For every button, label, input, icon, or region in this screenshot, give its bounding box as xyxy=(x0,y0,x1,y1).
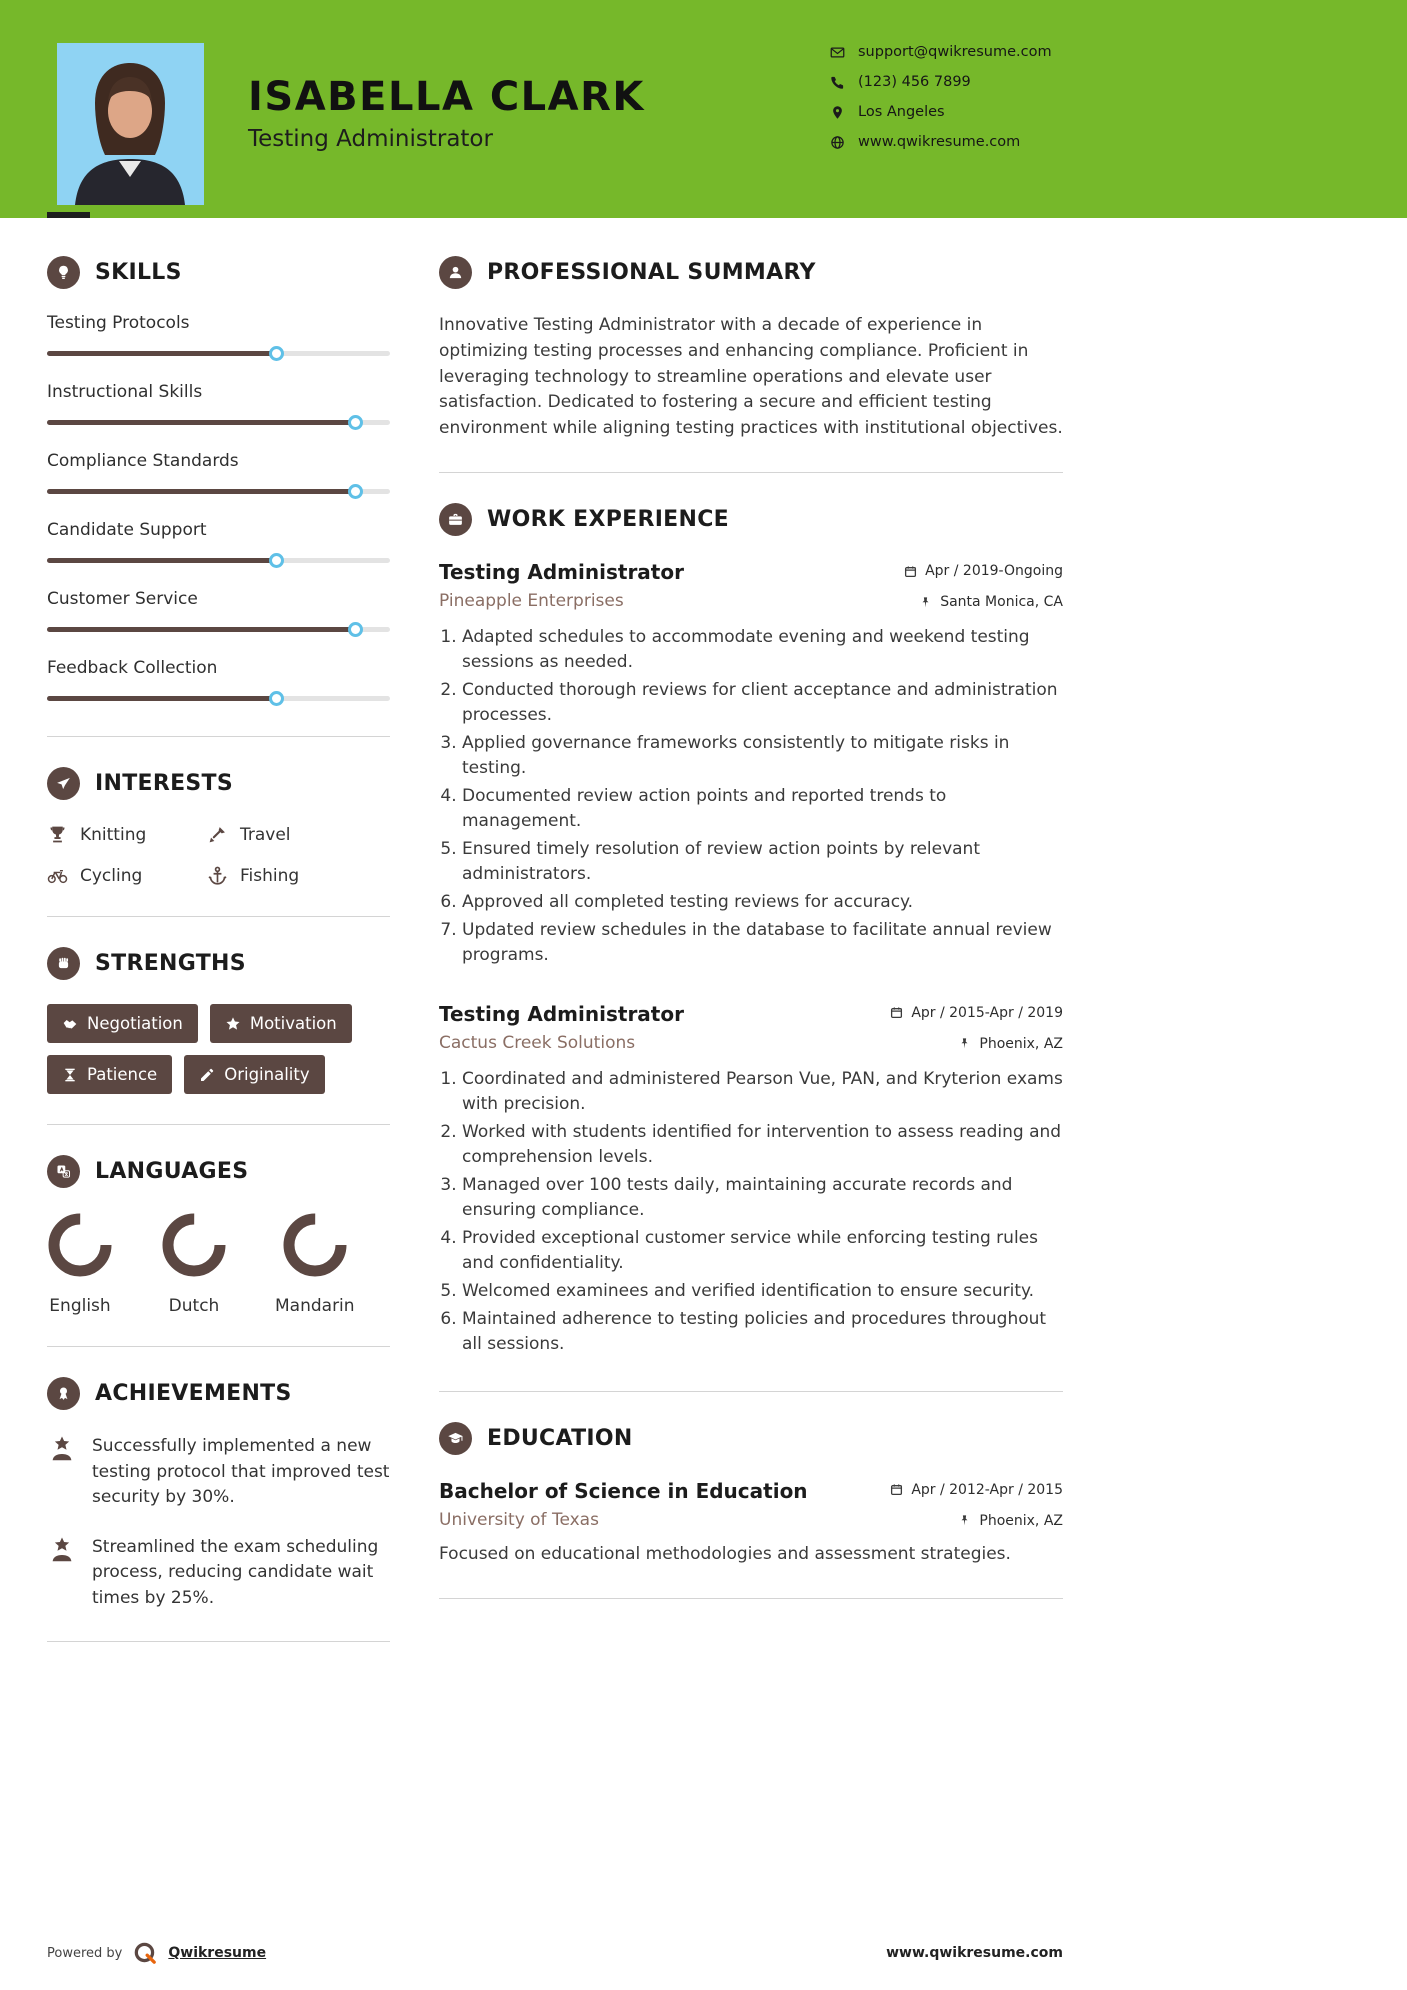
divider xyxy=(47,1124,390,1125)
person-icon xyxy=(439,256,472,289)
achievements-title: ACHIEVEMENTS xyxy=(95,1381,292,1406)
divider xyxy=(47,736,390,737)
slider-knob xyxy=(348,622,363,637)
skill-label: Feedback Collection xyxy=(47,658,218,678)
job-point: 6. Maintained adherence to testing policies and procedures throughout all sessions. xyxy=(462,1307,1063,1357)
slider-knob xyxy=(269,346,284,361)
strengths-title: STRENGTHS xyxy=(95,951,246,976)
education-title: EDUCATION xyxy=(487,1425,633,1451)
job-points xyxy=(439,1067,1063,1357)
trophy-icon xyxy=(47,824,68,845)
skill-label: Instructional Skills xyxy=(47,382,203,402)
divider xyxy=(47,916,390,917)
medal-icon xyxy=(47,1377,80,1410)
calendar-icon xyxy=(890,1006,903,1019)
skill-slider xyxy=(47,484,390,499)
interest-label: Cycling xyxy=(80,865,143,886)
job-entry xyxy=(439,560,1063,968)
left-column xyxy=(47,256,390,1672)
language-ring xyxy=(161,1212,227,1278)
strength-badge xyxy=(47,1004,198,1043)
languages-title: LANGUAGES xyxy=(95,1159,249,1184)
skill-item xyxy=(47,589,390,637)
job-point: 5. Welcomed examinees and verified identification to ensure security. xyxy=(462,1279,1063,1304)
handshake-icon xyxy=(62,1016,78,1032)
job-point: 2. Worked with students identified for intervention to assess reading and comprehension levels. xyxy=(462,1120,1063,1170)
strength-label: Originality xyxy=(224,1065,310,1084)
lightbulb-icon xyxy=(47,256,80,289)
job-title: Testing Administrator xyxy=(439,1001,684,1026)
school-name: University of Texas xyxy=(439,1509,599,1530)
job-point: 2. Conducted thorough reviews for client acceptance and administration processes. xyxy=(462,678,1063,728)
degree-title: Bachelor of Science in Education xyxy=(439,1478,808,1503)
contact-email[interactable] xyxy=(830,44,1052,60)
pencil-icon xyxy=(199,1067,215,1083)
skill-item xyxy=(47,520,390,568)
interest-item xyxy=(207,865,390,886)
divider xyxy=(47,1346,390,1347)
strengths-list xyxy=(47,1004,367,1094)
interests-title: INTERESTS xyxy=(95,771,233,796)
contact-location-text: Los Angeles xyxy=(858,104,945,120)
languages-heading xyxy=(47,1155,390,1188)
language-item xyxy=(161,1212,227,1316)
contact-phone-text: (123) 456 7899 xyxy=(858,74,971,90)
contact-list xyxy=(830,44,1052,150)
strength-badge xyxy=(210,1004,352,1043)
location-pin-icon xyxy=(830,105,845,120)
job-date: Apr / 2019-Ongoing xyxy=(904,563,1063,579)
experience-title: WORK EXPERIENCE xyxy=(487,507,729,533)
language-label: English xyxy=(49,1296,111,1316)
language-label: Mandarin xyxy=(275,1296,355,1316)
experience-heading xyxy=(439,503,1063,536)
profile-photo-illustration xyxy=(57,43,204,205)
header-accent-bar xyxy=(47,212,90,218)
divider xyxy=(439,1598,1063,1599)
job-date: Apr / 2015-Apr / 2019 xyxy=(890,1005,1063,1021)
calendar-icon xyxy=(890,1483,903,1496)
achievement-text: Successfully implemented a new testing protocol that improved test security by 30%. xyxy=(92,1436,390,1507)
qwikresume-logo xyxy=(132,1940,158,1966)
footer-brand xyxy=(47,1940,266,1966)
languages-list xyxy=(47,1212,390,1316)
interest-label: Knitting xyxy=(80,824,147,845)
skill-item xyxy=(47,658,390,706)
anchor-icon xyxy=(207,865,228,886)
interest-item xyxy=(207,824,390,845)
interest-item xyxy=(47,824,207,845)
powered-by-label: Powered by xyxy=(47,1945,123,1961)
education-note: Focused on educational methodologies and assessment strategies. xyxy=(439,1543,1011,1564)
star-icon xyxy=(225,1016,241,1032)
strength-badge xyxy=(184,1055,324,1094)
name-block xyxy=(248,76,645,152)
contact-location xyxy=(830,104,1052,120)
phone-icon xyxy=(830,75,845,90)
achievement-item xyxy=(47,1434,390,1511)
company-name: Pineapple Enterprises xyxy=(439,591,624,612)
profile-photo xyxy=(57,43,204,205)
job-point: 5. Ensured timely resolution of review action points by relevant administrators. xyxy=(462,837,1063,887)
education-date: Apr / 2012-Apr / 2015 xyxy=(890,1482,1063,1498)
strength-label: Negotiation xyxy=(87,1014,183,1033)
contact-email-text: support@qwikresume.com xyxy=(858,44,1052,60)
calendar-icon xyxy=(904,565,917,578)
summary-heading xyxy=(439,256,1063,289)
education-entry xyxy=(439,1479,1063,1564)
job-point: 4. Provided exceptional customer service while enforcing testing rules and confidentiality. xyxy=(462,1226,1063,1276)
job-point: 3. Applied governance frameworks consistently to mitigate risks in testing. xyxy=(462,731,1063,781)
achievement-icon xyxy=(47,1434,77,1464)
pushpin-icon xyxy=(919,596,932,609)
footer-site-link[interactable]: www.qwikresume.com xyxy=(886,1945,1063,1961)
job-point: 1. Coordinated and administered Pearson Vue, PAN, and Kryterion exams with precision. xyxy=(462,1067,1063,1117)
strength-label: Motivation xyxy=(249,1014,337,1033)
slider-knob xyxy=(269,691,284,706)
language-ring xyxy=(282,1212,348,1278)
skill-slider xyxy=(47,553,390,568)
footer xyxy=(47,1940,1063,1966)
job-point: 3. Managed over 100 tests daily, maintaining accurate records and ensuring compliance. xyxy=(462,1173,1063,1223)
skill-label: Candidate Support xyxy=(47,520,207,540)
divider xyxy=(439,1391,1063,1392)
interest-label: Fishing xyxy=(240,865,300,886)
bicycle-icon xyxy=(47,865,68,886)
achievement-item xyxy=(47,1535,390,1612)
language-ring xyxy=(47,1212,113,1278)
company-name: Cactus Creek Solutions xyxy=(439,1032,636,1053)
skill-label: Customer Service xyxy=(47,589,198,609)
languages-icon xyxy=(47,1155,80,1188)
skill-item xyxy=(47,382,390,430)
globe-icon xyxy=(830,135,845,150)
job-location: Phoenix, AZ xyxy=(958,1036,1063,1052)
education-location: Phoenix, AZ xyxy=(958,1513,1063,1529)
achievement-text: Streamlined the exam scheduling process, reducing candidate wait times by 25%. xyxy=(92,1536,379,1608)
pushpin-icon xyxy=(958,1037,971,1050)
skill-item xyxy=(47,313,390,361)
job-entry xyxy=(439,1002,1063,1357)
skill-item xyxy=(47,451,390,499)
language-item xyxy=(47,1212,113,1316)
graduation-cap-icon xyxy=(439,1422,472,1455)
language-item xyxy=(275,1212,355,1316)
candidate-title: Testing Administrator xyxy=(248,126,493,152)
job-title: Testing Administrator xyxy=(439,560,684,585)
slider-knob xyxy=(348,484,363,499)
achievements-heading xyxy=(47,1377,390,1410)
contact-phone[interactable] xyxy=(830,74,1052,90)
hourglass-icon xyxy=(62,1067,78,1083)
divider xyxy=(439,472,1063,473)
skill-slider xyxy=(47,622,390,637)
job-point: 6. Approved all completed testing reviews for accuracy. xyxy=(462,890,1063,915)
strength-badge xyxy=(47,1055,172,1094)
interests-heading xyxy=(47,767,390,800)
skill-slider xyxy=(47,346,390,361)
interest-item xyxy=(47,865,207,886)
candidate-name: ISABELLA CLARK xyxy=(248,74,645,120)
strengths-heading xyxy=(47,947,390,980)
skill-label: Compliance Standards xyxy=(47,451,239,471)
qwikresume-link[interactable]: Qwikresume xyxy=(168,1945,267,1961)
summary-title: PROFESSIONAL SUMMARY xyxy=(487,260,816,285)
paper-plane-icon xyxy=(47,767,80,800)
interest-label: Travel xyxy=(240,824,291,845)
job-point: 7. Updated review schedules in the database to facilitate annual review programs. xyxy=(462,918,1063,968)
job-point: 1. Adapted schedules to accommodate evening and weekend testing sessions as needed. xyxy=(462,625,1063,675)
skills-title: SKILLS xyxy=(95,260,182,285)
language-label: Dutch xyxy=(168,1296,220,1316)
contact-website-text: www.qwikresume.com xyxy=(858,134,1021,150)
skill-slider xyxy=(47,691,390,706)
email-icon xyxy=(830,45,845,60)
job-points xyxy=(439,625,1063,968)
job-location: Santa Monica, CA xyxy=(919,594,1063,610)
divider xyxy=(47,1641,390,1642)
right-column xyxy=(439,256,1063,1672)
skills-list xyxy=(47,313,390,706)
achievements-list xyxy=(47,1434,390,1611)
education-heading xyxy=(439,1422,1063,1455)
interests-list xyxy=(47,824,390,886)
summary-text: Innovative Testing Administrator with a decade of experience in optimizing testing processes and enhancing compliance. Proficient in leveraging technology to streamline operations and elevate user satisfaction. Dedicated to fostering a secure and efficient testing environment while aligning testing practices with institutional objectives. xyxy=(439,315,1063,439)
briefcase-icon xyxy=(439,503,472,536)
job-point: 4. Documented review action points and reported trends to management. xyxy=(462,784,1063,834)
slider-knob xyxy=(269,553,284,568)
strength-label: Patience xyxy=(87,1065,158,1084)
contact-website[interactable] xyxy=(830,134,1052,150)
skill-label: Testing Protocols xyxy=(47,313,190,333)
skill-slider xyxy=(47,415,390,430)
header xyxy=(0,0,1407,218)
content xyxy=(47,256,1063,1672)
skills-heading xyxy=(47,256,390,289)
slider-knob xyxy=(348,415,363,430)
achievement-icon xyxy=(47,1535,77,1565)
pushpin-icon xyxy=(958,1514,971,1527)
dart-icon xyxy=(207,824,228,845)
fist-icon xyxy=(47,947,80,980)
